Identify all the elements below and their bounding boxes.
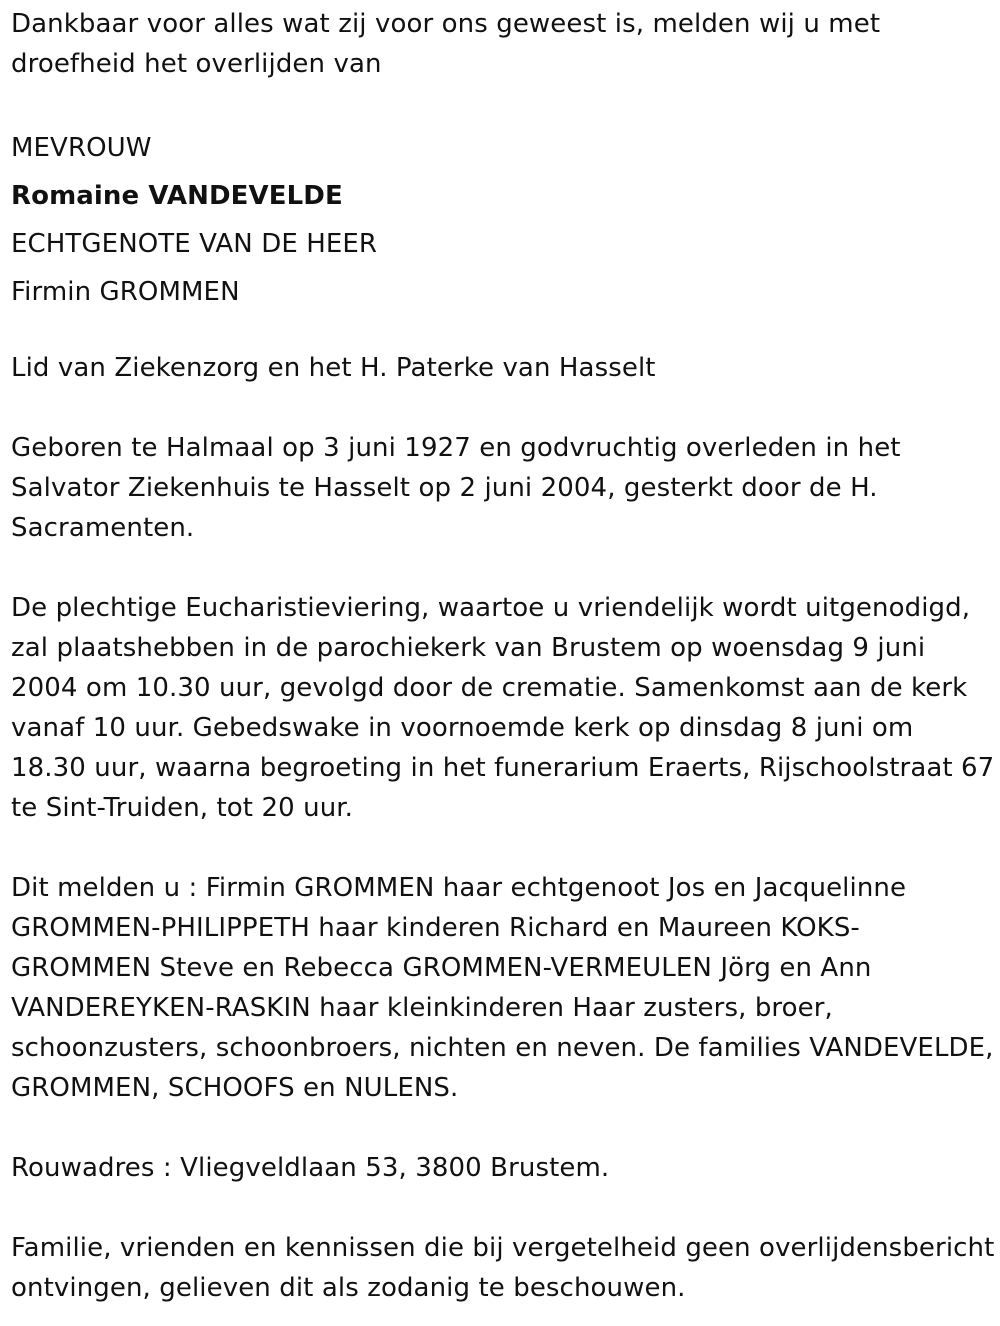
closing-paragraph: Familie, vrienden en kennissen die bij vergetelheid geen overlijdensbericht ontvingen, gelieven dit als zodanig te beschouwen. — [11, 1233, 995, 1303]
family-paragraph: Dit melden u : Firmin GROMMEN haar echtgenoot Jos en Jacquelinne GROMMEN-PHILIPPETH haar kinderen Richard en Maureen KOKS-GROMMEN Steve en Rebecca GROMMEN-VERMEULEN Jörg en Ann VANDEREYKEN-RASKIN haar kleinkinderen Haar zusters, broer, schoonzusters, schoonbroers, nichten en neven. De families VANDEVELDE, GROMMEN, SCHOOFS en NULENS. — [11, 873, 994, 1103]
deceased-name: Romaine VANDEVELDE — [11, 181, 343, 211]
spouse-label: ECHTGENOTE VAN DE HEER — [11, 229, 378, 259]
intro-paragraph: Dankbaar voor alles wat zij voor ons geweest is, melden wij u met droefheid het overlijden van — [11, 9, 881, 79]
spouse-name: Firmin GROMMEN — [11, 277, 240, 307]
address-paragraph: Rouwadres : Vliegveldlaan 53, 3800 Brustem. — [11, 1153, 610, 1183]
honorific-title: MEVROUW — [11, 133, 152, 163]
membership-paragraph: Lid van Ziekenzorg en het H. Paterke van Hasselt — [11, 353, 656, 383]
death-notice — [11, 4, 996, 1308]
name-block — [11, 124, 996, 316]
ceremony-paragraph: De plechtige Eucharistieviering, waartoe u vriendelijk wordt uitgenodigd, zal plaatshebben in de parochiekerk van Brustem op woensdag 9 juni 2004 om 10.30 uur, gevolgd door de crematie. Samenkomst aan de kerk vanaf 10 uur. Gebedswake in voornoemde kerk op dinsdag 8 juni om 18.30 uur, waarna begroeting in het funerarium Eraerts, Rijschoolstraat 67 te Sint-Truiden, tot 20 uur. — [11, 593, 995, 823]
birth-death-paragraph: Geboren te Halmaal op 3 juni 1927 en godvruchtig overleden in het Salvator Ziekenhuis te Hasselt op 2 juni 2004, gesterkt door de H. Sacramenten. — [11, 433, 901, 543]
